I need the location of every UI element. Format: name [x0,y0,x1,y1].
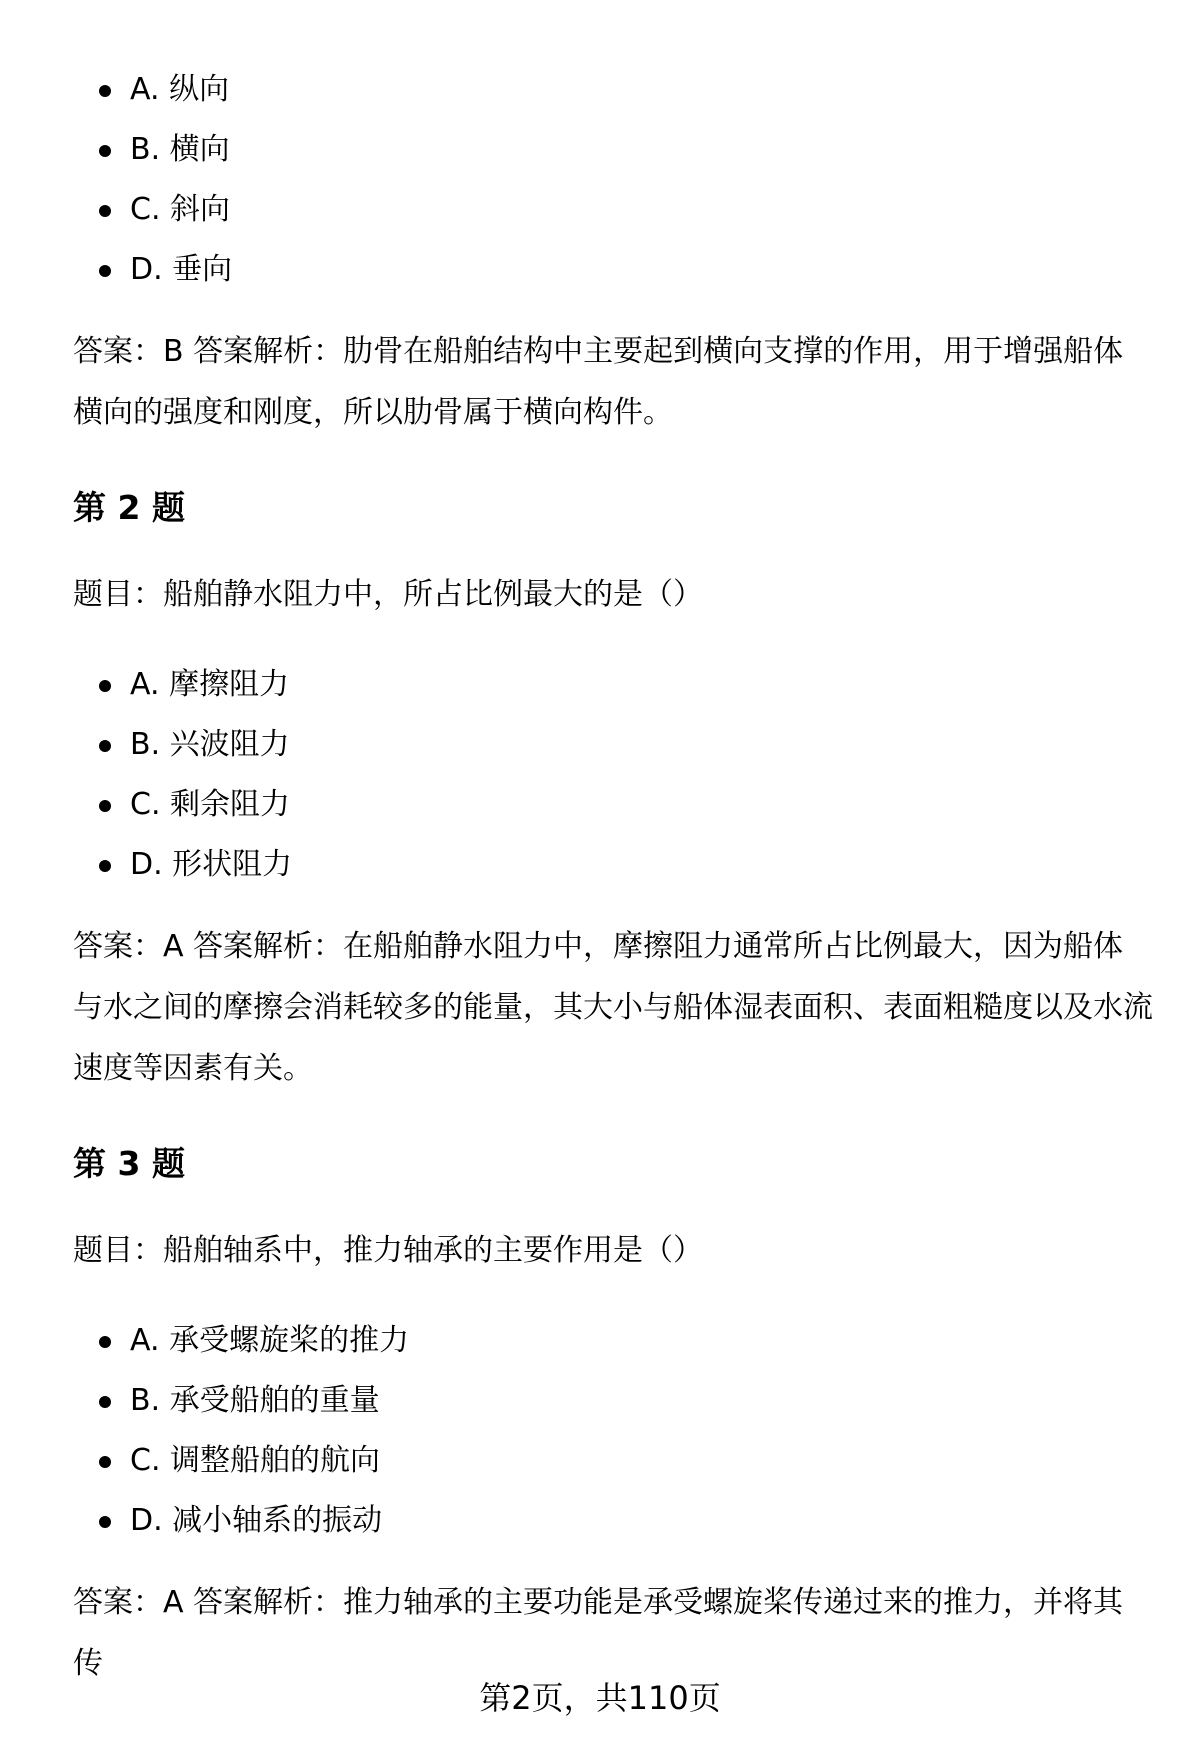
q2-option-b [73,715,1153,775]
q3-option-d [73,1491,1153,1551]
option-text: D. 形状阻力 [130,847,293,882]
option-text: C. 调整船舶的航向 [130,1443,381,1478]
option-text: A. 承受螺旋桨的推力 [130,1323,410,1358]
q3-heading: 第 3 题 [73,1144,185,1183]
option-text: B. 兴波阻力 [130,727,290,762]
q1-options-list [73,60,1153,300]
q2-heading: 第 2 题 [73,488,185,527]
q3-option-b [73,1371,1153,1431]
option-text: B. 承受船舶的重量 [130,1383,380,1418]
q2-option-c [73,775,1153,835]
q3-options-list [73,1311,1153,1551]
bullet-icon [99,1396,111,1408]
q1-answer: 答案：B 答案解析：肋骨在船舶结构中主要起到横向支撑的作用，用于增强船体横向的强度和刚度，所以肋骨属于横向构件。 [73,334,1124,430]
q3-answer: 答案：A 答案解析：推力轴承的主要功能是承受螺旋桨传递过来的推力，并将其传 [73,1585,1124,1681]
q2-question: 题目：船舶静水阻力中，所占比例最大的是（） [73,577,703,612]
q1-option-d [73,240,1153,300]
q1-option-a [73,60,1153,120]
option-text: C. 斜向 [130,192,231,227]
q1-option-c [73,180,1153,240]
q3-question: 题目：船舶轴系中，推力轴承的主要作用是（） [73,1233,703,1268]
q2-options-list [73,655,1153,895]
bullet-icon [99,85,111,97]
page-content [73,60,1153,1694]
bullet-icon [99,1336,111,1348]
q2-answer: 答案：A 答案解析：在船舶静水阻力中，摩擦阻力通常所占比例最大，因为船体与水之间的摩擦会消耗较多的能量，其大小与船体湿表面积、表面粗糙度以及水流速度等因素有关。 [73,929,1153,1086]
bullet-icon [99,860,111,872]
q2-option-a [73,655,1153,715]
bullet-icon [99,205,111,217]
page-number: 第2页，共110页 [479,1679,721,1717]
q3-option-c [73,1431,1153,1491]
bullet-icon [99,265,111,277]
option-text: D. 垂向 [130,252,233,287]
option-text: B. 横向 [130,132,230,167]
option-text: A. 摩擦阻力 [130,667,290,702]
option-text: D. 减小轴系的振动 [130,1503,383,1538]
bullet-icon [99,800,111,812]
q1-option-b [73,120,1153,180]
bullet-icon [99,740,111,752]
bullet-icon [99,1456,111,1468]
option-text: A. 纵向 [130,72,230,107]
bullet-icon [99,680,111,692]
option-text: C. 剩余阻力 [130,787,291,822]
q3-option-a [73,1311,1153,1371]
bullet-icon [99,1516,111,1528]
q2-option-d [73,835,1153,895]
bullet-icon [99,145,111,157]
